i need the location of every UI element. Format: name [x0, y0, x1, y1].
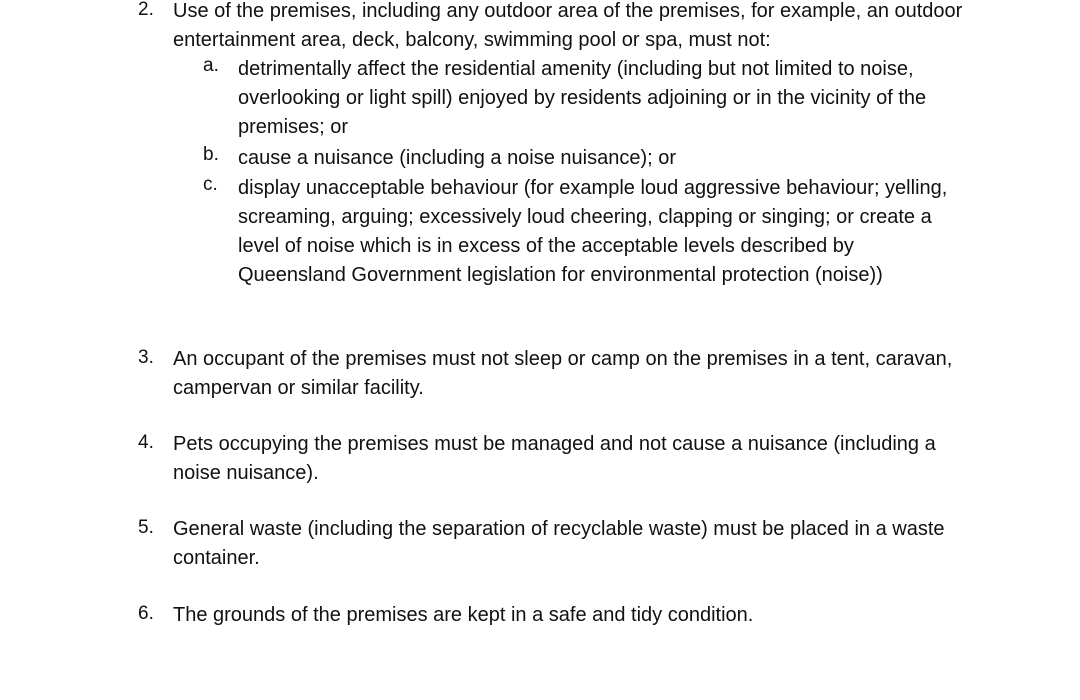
list-item-number: 3. [138, 347, 154, 368]
list-item-text: Pets occupying the premises must be managed and not cause a nuisance (including a noise nuisance). [173, 433, 936, 484]
list-item-6 [138, 601, 968, 630]
sub-item-text: display unacceptable behaviour (for example loud aggressive behaviour; yelling, screaming, arguing; excessively loud cheering, clapping or singing; or create a level of noise which is in excess of the acceptable levels described by Queensland Government legislation for environmental protection (noise)) [238, 177, 948, 286]
sub-item-letter: c. [203, 174, 218, 195]
list-item-3 [138, 345, 968, 403]
sub-item-text: cause a nuisance (including a noise nuisance); or [238, 147, 677, 169]
sub-item-letter: b. [203, 144, 219, 165]
sub-item-letter: a. [203, 55, 219, 76]
list-item-5 [138, 515, 968, 573]
list-item-number: 5. [138, 517, 154, 538]
sub-item-b [203, 144, 958, 173]
list-item-number: 2. [138, 0, 154, 20]
sub-item-text: detrimentally affect the residential amenity (including but not limited to noise, overlooking or light spill) enjoyed by residents adjoining or in the vicinity of the premises; or [238, 58, 927, 138]
list-item-text: General waste (including the separation of recyclable waste) must be placed in a waste container. [173, 518, 945, 569]
list-item-text: Use of the premises, including any outdoor area of the premises, for example, an outdoor entertainment area, deck, balcony, swimming pool or spa, must not: [173, 0, 963, 51]
list-item-text: The grounds of the premises are kept in a safe and tidy condition. [173, 604, 754, 626]
list-item-number: 6. [138, 603, 154, 624]
list-item-number: 4. [138, 432, 154, 453]
sub-item-c [203, 174, 958, 290]
list-item-text: An occupant of the premises must not sleep or camp on the premises in a tent, caravan, campervan or similar facility. [173, 348, 953, 399]
sub-item-a [203, 55, 958, 142]
list-item-4 [138, 430, 968, 488]
list-item-2 [138, 0, 968, 290]
